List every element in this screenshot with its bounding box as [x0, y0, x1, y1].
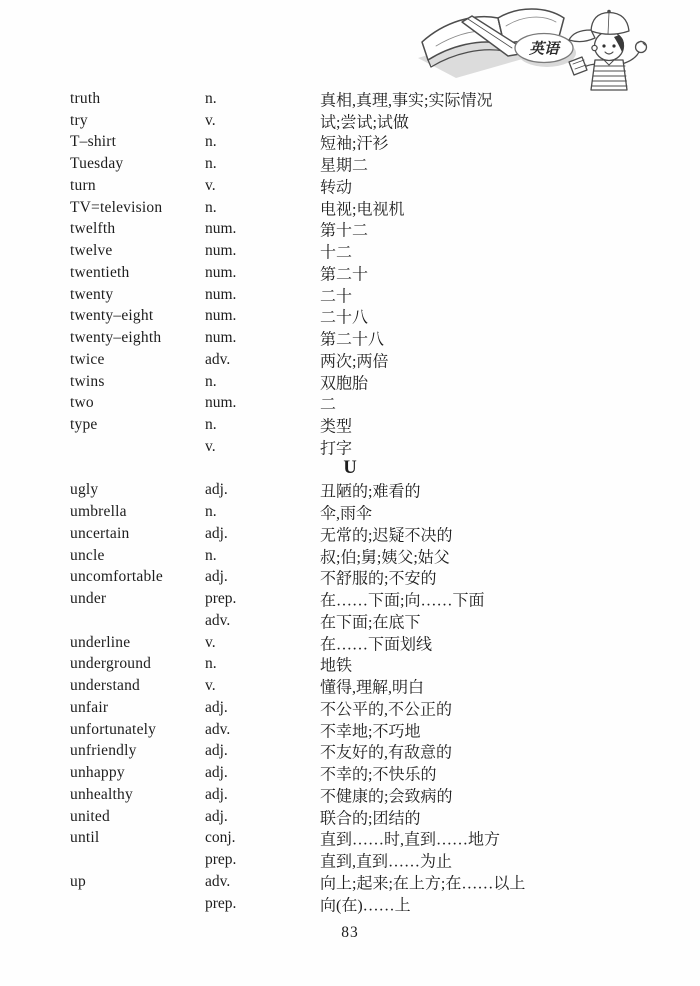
entry-meaning: 第二十 — [320, 266, 369, 284]
entry-meaning: 丑陋的;难看的 — [320, 483, 421, 501]
entry-part-of-speech: num. — [205, 329, 237, 347]
entry-part-of-speech: n. — [205, 89, 217, 107]
entry-meaning: 打字 — [320, 440, 353, 458]
entry-part-of-speech: num. — [205, 394, 237, 412]
dictionary-entry-row — [0, 588, 700, 610]
entry-meaning: 在……下面;向……下面 — [320, 592, 485, 610]
dictionary-entry-row — [0, 828, 700, 850]
dictionary-entry-row — [0, 306, 700, 328]
entry-part-of-speech: num. — [205, 220, 237, 238]
entry-word: uncomfortable — [70, 568, 163, 586]
entry-meaning: 直到……时,直到……地方 — [320, 831, 501, 849]
entry-meaning: 短袖;汗衫 — [320, 135, 389, 153]
page-header-decoration — [408, 0, 693, 95]
entry-part-of-speech: v. — [205, 176, 216, 194]
entry-word: uncle — [70, 546, 105, 564]
entry-word: under — [70, 590, 107, 608]
cartoon-kid-icon — [569, 10, 647, 90]
entry-word: twelve — [70, 242, 113, 260]
dictionary-entry-row — [0, 436, 700, 458]
entry-part-of-speech: adv. — [205, 350, 231, 368]
entry-part-of-speech: v. — [205, 633, 216, 651]
entry-meaning: 叔;伯;舅;姨父;姑父 — [320, 549, 450, 567]
entry-part-of-speech: adj. — [205, 764, 228, 782]
entry-meaning: 向上;起来;在上方;在……以上 — [320, 875, 526, 893]
entry-part-of-speech: n. — [205, 655, 217, 673]
entry-part-of-speech: n. — [205, 155, 217, 173]
entry-part-of-speech: prep. — [205, 590, 237, 608]
entry-part-of-speech: prep. — [205, 894, 237, 912]
entry-part-of-speech: adj. — [205, 785, 228, 803]
dictionary-entry-row — [0, 871, 700, 893]
entry-word: underground — [70, 655, 152, 673]
dictionary-entry-row — [0, 240, 700, 262]
dictionary-entry-row — [0, 480, 700, 502]
entry-part-of-speech: v. — [205, 677, 216, 695]
entry-word: TV=television — [70, 198, 163, 216]
entry-word: try — [70, 111, 88, 129]
entry-part-of-speech: n. — [205, 372, 217, 390]
entry-word: understand — [70, 677, 141, 695]
dictionary-entry-row — [0, 545, 700, 567]
dictionary-entry-row — [0, 697, 700, 719]
entry-part-of-speech: adv. — [205, 872, 231, 890]
entry-meaning: 不友好的,有敌意的 — [320, 744, 453, 762]
entry-word: umbrella — [70, 503, 127, 521]
entry-meaning: 第二十八 — [320, 331, 385, 349]
entry-meaning: 二十 — [320, 288, 353, 306]
dictionary-entry-row — [0, 88, 700, 110]
entry-part-of-speech: adv. — [205, 720, 231, 738]
entry-meaning: 直到,直到……为止 — [320, 853, 453, 871]
entry-part-of-speech: adj. — [205, 568, 228, 586]
entry-part-of-speech: num. — [205, 285, 237, 303]
entry-word: T–shirt — [70, 133, 117, 151]
dictionary-entry-row — [0, 110, 700, 132]
entry-word: truth — [70, 89, 101, 107]
entry-word: unfortunately — [70, 720, 157, 738]
entry-meaning: 电视;电视机 — [320, 201, 405, 219]
entry-part-of-speech: n. — [205, 133, 217, 151]
entry-part-of-speech: adj. — [205, 742, 228, 760]
entry-word: unhealthy — [70, 785, 133, 803]
entry-part-of-speech: n. — [205, 546, 217, 564]
dictionary-entry-row — [0, 719, 700, 741]
dictionary-entry-row — [0, 523, 700, 545]
entry-meaning: 类型 — [320, 418, 353, 436]
entry-part-of-speech: num. — [205, 242, 237, 260]
entry-meaning: 不舒服的;不安的 — [320, 570, 437, 588]
entry-part-of-speech: adj. — [205, 807, 228, 825]
english-subject-badge — [515, 34, 576, 68]
dictionary-entry-row — [0, 893, 700, 915]
entry-word: Tuesday — [70, 155, 124, 173]
entry-word: underline — [70, 633, 131, 651]
entry-meaning: 联合的;团结的 — [320, 810, 421, 828]
entry-part-of-speech: adv. — [205, 611, 231, 629]
dictionary-entry-row — [0, 654, 700, 676]
dictionary-entry-row — [0, 393, 700, 415]
entry-meaning: 伞,雨伞 — [320, 505, 373, 523]
entry-meaning: 试;尝试;试做 — [320, 114, 409, 132]
entry-word: two — [70, 394, 94, 412]
entry-meaning: 向(在)……上 — [320, 897, 411, 915]
entry-meaning: 第十二 — [320, 222, 369, 240]
section-letter-heading: U — [343, 457, 357, 478]
dictionary-entry-row — [0, 784, 700, 806]
entry-word: twelfth — [70, 220, 116, 238]
dictionary-entry-row — [0, 175, 700, 197]
entry-part-of-speech: n. — [205, 198, 217, 216]
dictionary-entry-row — [0, 762, 700, 784]
entry-meaning: 无常的;迟疑不决的 — [320, 527, 453, 545]
dictionary-entry-row — [0, 219, 700, 241]
entry-part-of-speech: adj. — [205, 698, 228, 716]
entry-meaning: 星期二 — [320, 157, 369, 175]
entry-part-of-speech: prep. — [205, 851, 237, 869]
entry-meaning: 不公平的,不公正的 — [320, 701, 453, 719]
entry-word: united — [70, 807, 110, 825]
entry-word: twice — [70, 350, 105, 368]
dictionary-entry-row — [0, 632, 700, 654]
entry-meaning: 在下面;在底下 — [320, 614, 421, 632]
dictionary-entry-row — [0, 610, 700, 632]
entry-part-of-speech: n. — [205, 416, 217, 434]
entry-word: unhappy — [70, 764, 125, 782]
entry-part-of-speech: v. — [205, 437, 216, 455]
entry-word: until — [70, 829, 100, 847]
entry-meaning: 真相,真理,事实;实际情况 — [320, 92, 493, 110]
entry-part-of-speech: n. — [205, 503, 217, 521]
entry-word: twenty — [70, 285, 114, 303]
dictionary-entry-row — [0, 327, 700, 349]
entry-word: twenty–eighth — [70, 329, 162, 347]
entry-word: twenty–eight — [70, 307, 154, 325]
dictionary-entry-row — [0, 371, 700, 393]
entry-word: unfair — [70, 698, 109, 716]
entry-word: twentieth — [70, 263, 130, 281]
entry-meaning: 不幸的;不快乐的 — [320, 766, 437, 784]
entry-part-of-speech: v. — [205, 111, 216, 129]
entry-meaning: 在……下面划线 — [320, 636, 433, 654]
dictionary-entry-row — [0, 153, 700, 175]
page-number: 83 — [341, 924, 359, 941]
dictionary-entry-row — [0, 501, 700, 523]
dictionary-entry-row — [0, 849, 700, 871]
entry-list — [0, 88, 700, 915]
dictionary-entry-row — [0, 197, 700, 219]
entry-part-of-speech: adj. — [205, 524, 228, 542]
entry-meaning: 两次;两倍 — [320, 353, 389, 371]
dictionary-entry-row — [0, 132, 700, 154]
entry-word: turn — [70, 176, 96, 194]
dictionary-entry-row — [0, 675, 700, 697]
entry-part-of-speech: conj. — [205, 829, 236, 847]
entry-meaning: 懂得,理解,明白 — [320, 679, 425, 697]
entry-word: up — [70, 872, 86, 890]
entry-meaning: 不健康的;会致病的 — [320, 788, 453, 806]
entry-meaning: 转动 — [320, 179, 353, 197]
entry-meaning: 双胞胎 — [320, 375, 369, 393]
entry-word: type — [70, 416, 98, 434]
dictionary-entry-row — [0, 284, 700, 306]
entry-meaning: 不幸地;不巧地 — [320, 723, 421, 741]
entry-part-of-speech: num. — [205, 263, 237, 281]
entry-word: twins — [70, 372, 105, 390]
entry-word: ugly — [70, 481, 99, 499]
dictionary-entry-row — [0, 567, 700, 589]
entry-meaning: 十二 — [320, 244, 353, 262]
dictionary-entry-row — [0, 262, 700, 284]
entry-word: unfriendly — [70, 742, 137, 760]
dictionary-entry-row — [0, 414, 700, 436]
entry-meaning: 二 — [320, 396, 337, 414]
entry-meaning: 二十八 — [320, 309, 369, 327]
dictionary-entry-row — [0, 806, 700, 828]
dictionary-entry-row — [0, 741, 700, 763]
entry-meaning: 地铁 — [320, 657, 353, 675]
entry-word: uncertain — [70, 524, 130, 542]
english-badge-label: 英语 — [528, 41, 560, 58]
entry-part-of-speech: adj. — [205, 481, 228, 499]
dictionary-entry-row — [0, 349, 700, 371]
entry-part-of-speech: num. — [205, 307, 237, 325]
